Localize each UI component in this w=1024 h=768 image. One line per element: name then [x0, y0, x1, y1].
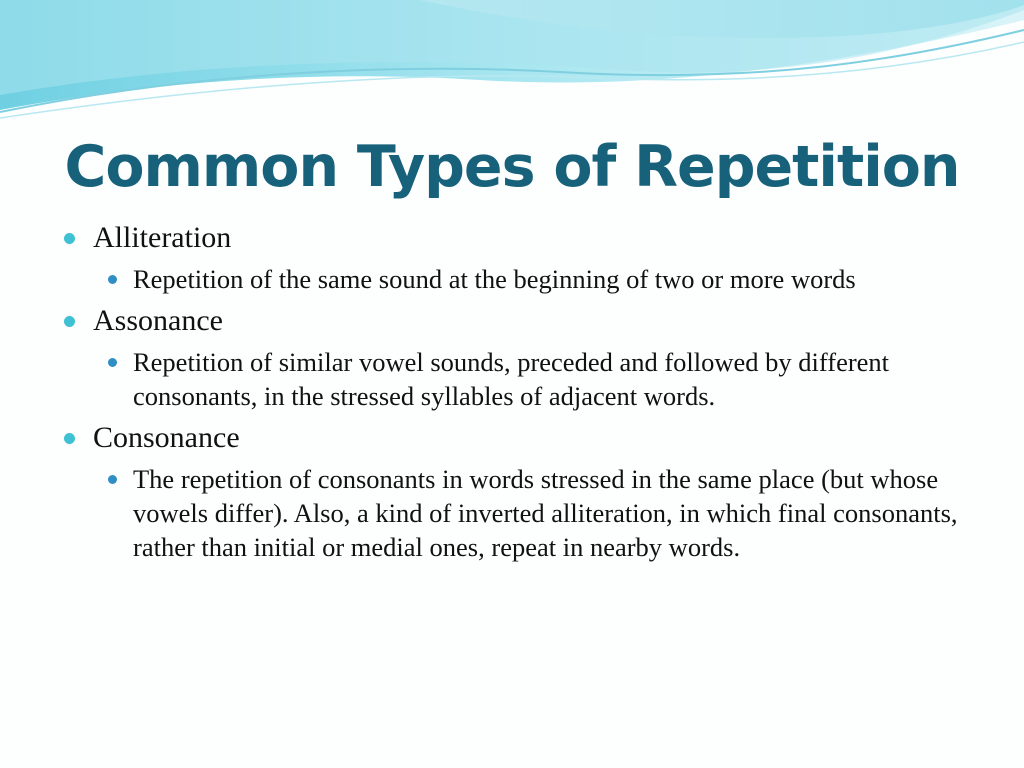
bullet-label: Consonance [93, 421, 240, 454]
sub-bullet-icon [108, 475, 117, 484]
sub-bullet-text: The repetition of consonants in words stressed in the same place (but whose vowels differ). Also, a kind of inverted alliteration, in which final consonants, rather than initial or medial ones, repeat in nearby words. [133, 464, 958, 562]
slide-title: Common Types of Repetition [64, 134, 960, 200]
sub-bullet-item [133, 262, 963, 296]
bullet-list [60, 218, 980, 569]
sub-bullet-text: Repetition of the same sound at the beginning of two or more words [133, 264, 856, 294]
header-wave-decoration [0, 0, 1024, 130]
bullet-icon [64, 316, 75, 327]
sub-bullet-icon [108, 358, 117, 367]
sub-bullet-item [133, 345, 963, 413]
bullet-item-consonance [60, 418, 980, 458]
sub-bullet-text: Repetition of similar vowel sounds, preceded and followed by different consonants, in the stressed syllables of adjacent words. [133, 347, 890, 411]
bullet-label: Alliteration [93, 221, 232, 254]
bullet-label: Assonance [93, 304, 223, 337]
bullet-item-assonance [60, 301, 980, 341]
sub-bullet-icon [108, 275, 117, 284]
bullet-icon [64, 233, 75, 244]
bullet-icon [64, 433, 75, 444]
sub-bullet-item [133, 462, 963, 564]
bullet-item-alliteration [60, 218, 980, 258]
